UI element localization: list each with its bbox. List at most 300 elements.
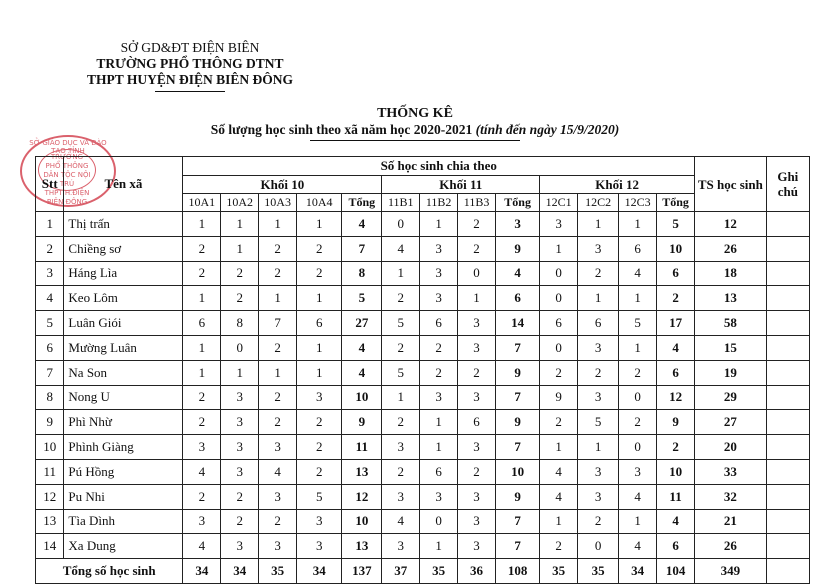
cell: Tìa Dình xyxy=(64,509,183,534)
cell: 2 xyxy=(183,261,221,286)
table-row xyxy=(36,509,810,534)
school-name-district: THPT HUYỆN ĐIỆN BIÊN ĐÔNG xyxy=(86,72,294,87)
col-ghichu-header: Ghi chú xyxy=(766,157,809,212)
cell: 8 xyxy=(36,385,64,410)
cell: 3 xyxy=(221,385,259,410)
cell: 26 xyxy=(695,534,767,559)
cell: 2 xyxy=(221,261,259,286)
cell: 3 xyxy=(259,534,297,559)
cell: Thị trấn xyxy=(64,212,183,237)
cell: 0 xyxy=(578,534,619,559)
cell: 1 xyxy=(619,335,657,360)
cell: 3 xyxy=(259,484,297,509)
cell: 0 xyxy=(619,435,657,460)
cell: Pu Nhi xyxy=(64,484,183,509)
cell: 2 xyxy=(297,435,342,460)
cell: 1 xyxy=(578,435,619,460)
cell: 2 xyxy=(420,360,458,385)
cell: 3 xyxy=(578,385,619,410)
cell: 21 xyxy=(695,509,767,534)
school-header xyxy=(60,40,320,92)
class-total-header: Tổng xyxy=(657,194,695,212)
cell: 13 xyxy=(342,459,382,484)
cell: 1 xyxy=(540,236,578,261)
cell: 27 xyxy=(695,410,767,435)
table-row xyxy=(36,212,810,237)
cell: 3 xyxy=(420,385,458,410)
cell: 19 xyxy=(695,360,767,385)
cell: 29 xyxy=(695,385,767,410)
cell: 0 xyxy=(221,335,259,360)
cell: 8 xyxy=(342,261,382,286)
cell: 6 xyxy=(36,335,64,360)
cell: 4 xyxy=(183,534,221,559)
cell: 2 xyxy=(221,509,259,534)
cell: 3 xyxy=(420,484,458,509)
cell: 2 xyxy=(458,236,496,261)
cell: 2 xyxy=(540,410,578,435)
cell: 3 xyxy=(578,236,619,261)
cell: 2 xyxy=(382,335,420,360)
subtitle-date: (tính đến ngày 15/9/2020) xyxy=(475,122,620,137)
cell: 0 xyxy=(619,385,657,410)
cell xyxy=(766,484,809,509)
cell: Keo Lôm xyxy=(64,286,183,311)
cell: 7 xyxy=(36,360,64,385)
cell: 3 xyxy=(458,385,496,410)
cell: Nong U xyxy=(64,385,183,410)
cell: 13 xyxy=(342,534,382,559)
cell: 0 xyxy=(540,286,578,311)
cell: 3 xyxy=(540,212,578,237)
cell: 1 xyxy=(259,212,297,237)
student-statistics-table xyxy=(35,156,810,584)
table-row xyxy=(36,459,810,484)
cell: 20 xyxy=(695,435,767,460)
cell: 2 xyxy=(36,236,64,261)
cell: 1 xyxy=(183,286,221,311)
cell: 6 xyxy=(420,311,458,336)
cell: 1 xyxy=(420,212,458,237)
cell: 1 xyxy=(297,360,342,385)
cell: 3 xyxy=(496,212,540,237)
cell: 9 xyxy=(342,410,382,435)
cell: 6 xyxy=(183,311,221,336)
cell: 10 xyxy=(342,509,382,534)
cell: 2 xyxy=(183,385,221,410)
cell: 12 xyxy=(342,484,382,509)
cell: 1 xyxy=(297,286,342,311)
school-name: TRƯỜNG PHỔ THÔNG DTNT xyxy=(96,56,284,71)
seal-ring-text: SỞ GIÁO DỤC VÀ ĐÀO TẠO TỈNH xyxy=(29,139,107,155)
cell: Pú Hồng xyxy=(64,459,183,484)
cell: 2 xyxy=(619,410,657,435)
cell: 108 xyxy=(496,559,540,584)
cell: 3 xyxy=(36,261,64,286)
cell: 15 xyxy=(695,335,767,360)
cell: 14 xyxy=(36,534,64,559)
cell: Chiềng sơ xyxy=(64,236,183,261)
cell: 7 xyxy=(342,236,382,261)
cell: 9 xyxy=(496,484,540,509)
cell: 2 xyxy=(259,385,297,410)
cell: 4 xyxy=(259,459,297,484)
cell: 2 xyxy=(382,410,420,435)
table-row xyxy=(36,360,810,385)
cell: 2 xyxy=(183,410,221,435)
cell: 3 xyxy=(221,459,259,484)
col-stt-header: Stt xyxy=(36,157,64,212)
cell: 4 xyxy=(619,484,657,509)
cell: 34 xyxy=(619,559,657,584)
cell: 0 xyxy=(540,261,578,286)
cell: 3 xyxy=(297,385,342,410)
table-body xyxy=(36,212,810,559)
cell: 3 xyxy=(458,311,496,336)
cell: 3 xyxy=(221,534,259,559)
cell: 3 xyxy=(382,484,420,509)
table-row xyxy=(36,261,810,286)
cell: 104 xyxy=(657,559,695,584)
cell: 2 xyxy=(297,410,342,435)
cell: 1 xyxy=(297,212,342,237)
cell: 4 xyxy=(657,335,695,360)
cell xyxy=(766,459,809,484)
cell: 11 xyxy=(36,459,64,484)
cell: 1 xyxy=(578,286,619,311)
cell: 3 xyxy=(382,534,420,559)
cell: 3 xyxy=(420,261,458,286)
seal-line: DÂN TỘC NỘI TRÚ xyxy=(43,171,91,188)
cell: 7 xyxy=(496,335,540,360)
cell: 4 xyxy=(540,484,578,509)
header-underline xyxy=(155,91,225,92)
cell: Luân Giói xyxy=(64,311,183,336)
cell: 9 xyxy=(496,360,540,385)
cell: 1 xyxy=(420,534,458,559)
cell: 3 xyxy=(420,286,458,311)
cell: 1 xyxy=(221,236,259,261)
cell: 1 xyxy=(259,360,297,385)
cell: 3 xyxy=(458,335,496,360)
cell: 18 xyxy=(695,261,767,286)
cell: 6 xyxy=(657,360,695,385)
cell: 4 xyxy=(342,360,382,385)
cell xyxy=(766,534,809,559)
cell xyxy=(766,212,809,237)
document-title xyxy=(180,106,650,141)
cell: 4 xyxy=(342,335,382,360)
cell: 2 xyxy=(578,509,619,534)
col-ts-header: TS học sinh xyxy=(695,157,767,212)
class-header: 10A4 xyxy=(297,194,342,212)
department-name: SỞ GD&ĐT ĐIỆN BIÊN xyxy=(120,40,260,55)
cell: 4 xyxy=(619,261,657,286)
cell: 1 xyxy=(619,212,657,237)
cell: 0 xyxy=(382,212,420,237)
cell: 17 xyxy=(657,311,695,336)
cell: 6 xyxy=(657,261,695,286)
cell: 1 xyxy=(458,286,496,311)
cell: 1 xyxy=(183,360,221,385)
cell: 0 xyxy=(458,261,496,286)
cell: 3 xyxy=(420,236,458,261)
cell: 2 xyxy=(259,335,297,360)
cell: 36 xyxy=(458,559,496,584)
cell: 6 xyxy=(420,459,458,484)
table-row xyxy=(36,311,810,336)
cell: 2 xyxy=(183,236,221,261)
cell: 3 xyxy=(578,484,619,509)
block-header: Khối 11 xyxy=(382,176,540,194)
cell xyxy=(766,236,809,261)
cell: 2 xyxy=(297,261,342,286)
cell: 10 xyxy=(342,385,382,410)
cell: 2 xyxy=(420,335,458,360)
cell: 5 xyxy=(382,311,420,336)
cell: 7 xyxy=(496,435,540,460)
cell: 4 xyxy=(657,509,695,534)
cell: 35 xyxy=(259,559,297,584)
cell: 5 xyxy=(657,212,695,237)
cell: 2 xyxy=(259,410,297,435)
table-row xyxy=(36,385,810,410)
cell: 4 xyxy=(496,261,540,286)
cell: 3 xyxy=(458,435,496,460)
cell: 2 xyxy=(540,534,578,559)
cell: 1 xyxy=(382,385,420,410)
cell xyxy=(766,286,809,311)
col-ten-xa-header: Tên xã xyxy=(64,157,183,212)
class-header: 12C3 xyxy=(619,194,657,212)
cell: 1 xyxy=(221,212,259,237)
cell: 6 xyxy=(578,311,619,336)
cell xyxy=(766,311,809,336)
cell: 5 xyxy=(619,311,657,336)
cell: 6 xyxy=(458,410,496,435)
cell: 1 xyxy=(540,509,578,534)
class-header: 10A3 xyxy=(259,194,297,212)
title-subtitle xyxy=(180,122,650,138)
cell: 11 xyxy=(657,484,695,509)
cell: 6 xyxy=(657,534,695,559)
block-header: Khối 10 xyxy=(183,176,382,194)
cell: 9 xyxy=(540,385,578,410)
cell: 11 xyxy=(342,435,382,460)
cell: 1 xyxy=(36,212,64,237)
class-header: 11B1 xyxy=(382,194,420,212)
cell: 1 xyxy=(183,335,221,360)
cell: 6 xyxy=(496,286,540,311)
cell: 2 xyxy=(221,286,259,311)
cell: 34 xyxy=(183,559,221,584)
cell: 2 xyxy=(619,360,657,385)
cell: 1 xyxy=(183,212,221,237)
block-header: Khối 12 xyxy=(540,176,695,194)
cell: 12 xyxy=(36,484,64,509)
class-header: 12C1 xyxy=(540,194,578,212)
cell: 35 xyxy=(540,559,578,584)
cell: 2 xyxy=(578,261,619,286)
cell: 4 xyxy=(36,286,64,311)
cell: 4 xyxy=(183,459,221,484)
cell: 6 xyxy=(619,236,657,261)
cell: 34 xyxy=(297,559,342,584)
cell: 1 xyxy=(578,212,619,237)
cell: 1 xyxy=(420,410,458,435)
cell: 2 xyxy=(183,484,221,509)
cell: 5 xyxy=(36,311,64,336)
cell: 2 xyxy=(259,261,297,286)
cell: 7 xyxy=(496,534,540,559)
cell: 1 xyxy=(221,360,259,385)
cell: 10 xyxy=(496,459,540,484)
cell: 3 xyxy=(259,435,297,460)
cell: 137 xyxy=(342,559,382,584)
cell: Phình Giàng xyxy=(64,435,183,460)
cell: 4 xyxy=(619,534,657,559)
cell: 3 xyxy=(297,534,342,559)
cell: 10 xyxy=(36,435,64,460)
cell: 14 xyxy=(496,311,540,336)
seal-line: THPT H.ĐIỆN BIÊN ĐÔNG xyxy=(44,189,90,206)
class-total-header: Tổng xyxy=(496,194,540,212)
cell: 33 xyxy=(695,459,767,484)
cell: 9 xyxy=(657,410,695,435)
cell: 2 xyxy=(297,236,342,261)
cell: 2 xyxy=(297,459,342,484)
table-row xyxy=(36,484,810,509)
class-total-header: Tổng xyxy=(342,194,382,212)
cell: Xa Dung xyxy=(64,534,183,559)
cell: 349 xyxy=(695,559,767,584)
table-row xyxy=(36,534,810,559)
cell: 5 xyxy=(578,410,619,435)
cell: 0 xyxy=(420,509,458,534)
cell: 2 xyxy=(221,484,259,509)
cell: 0 xyxy=(540,335,578,360)
cell: 2 xyxy=(382,459,420,484)
cell: 13 xyxy=(695,286,767,311)
cell: 1 xyxy=(619,509,657,534)
cell: 3 xyxy=(221,410,259,435)
cell xyxy=(766,509,809,534)
col-group-header: Số học sinh chia theo xyxy=(183,157,695,176)
cell: 27 xyxy=(342,311,382,336)
cell: 34 xyxy=(221,559,259,584)
cell: 37 xyxy=(382,559,420,584)
class-header: 10A2 xyxy=(221,194,259,212)
cell: 32 xyxy=(695,484,767,509)
cell: 5 xyxy=(297,484,342,509)
cell: 1 xyxy=(540,435,578,460)
title-underline xyxy=(310,140,520,141)
cell: 35 xyxy=(420,559,458,584)
cell: 5 xyxy=(342,286,382,311)
cell: Phì Nhừ xyxy=(64,410,183,435)
cell: 4 xyxy=(382,509,420,534)
cell: 2 xyxy=(382,286,420,311)
class-header: 11B2 xyxy=(420,194,458,212)
table-row xyxy=(36,286,810,311)
cell: 3 xyxy=(458,509,496,534)
cell: 6 xyxy=(540,311,578,336)
cell: 2 xyxy=(458,212,496,237)
cell: 2 xyxy=(259,509,297,534)
cell: 2 xyxy=(657,435,695,460)
cell: 3 xyxy=(183,435,221,460)
seal-line: PHỔ THÔNG xyxy=(45,162,89,170)
cell xyxy=(766,385,809,410)
cell: 1 xyxy=(382,261,420,286)
cell: Mường Luân xyxy=(64,335,183,360)
cell: 2 xyxy=(259,236,297,261)
table-row xyxy=(36,435,810,460)
cell: 1 xyxy=(259,286,297,311)
class-header: 12C2 xyxy=(578,194,619,212)
cell: 4 xyxy=(342,212,382,237)
cell: 12 xyxy=(657,385,695,410)
cell: 3 xyxy=(578,459,619,484)
cell: 2 xyxy=(458,360,496,385)
table-footer xyxy=(36,559,810,584)
cell: 12 xyxy=(695,212,767,237)
subtitle-text: Số lượng học sinh theo xã năm học 2020-2021 xyxy=(210,122,473,137)
cell: 1 xyxy=(420,435,458,460)
cell: 3 xyxy=(297,509,342,534)
cell: Háng Lìa xyxy=(64,261,183,286)
cell: 4 xyxy=(540,459,578,484)
cell: 9 xyxy=(496,236,540,261)
cell: 3 xyxy=(458,484,496,509)
cell: 2 xyxy=(458,459,496,484)
cell: 10 xyxy=(657,459,695,484)
cell: 7 xyxy=(496,385,540,410)
cell: Na Son xyxy=(64,360,183,385)
cell xyxy=(766,410,809,435)
cell: 7 xyxy=(259,311,297,336)
class-header: 10A1 xyxy=(183,194,221,212)
cell xyxy=(766,261,809,286)
cell: 2 xyxy=(540,360,578,385)
cell xyxy=(766,335,809,360)
seal-line: TRƯỜNG xyxy=(50,153,84,161)
table-row xyxy=(36,236,810,261)
cell: 3 xyxy=(183,509,221,534)
cell: 9 xyxy=(496,410,540,435)
cell: 6 xyxy=(297,311,342,336)
cell: 2 xyxy=(578,360,619,385)
cell: 10 xyxy=(657,236,695,261)
cell: 3 xyxy=(221,435,259,460)
cell: 4 xyxy=(382,236,420,261)
table-row xyxy=(36,335,810,360)
cell: 58 xyxy=(695,311,767,336)
cell: 9 xyxy=(36,410,64,435)
cell: 1 xyxy=(619,286,657,311)
cell: 1 xyxy=(297,335,342,360)
cell: 35 xyxy=(578,559,619,584)
table-row xyxy=(36,410,810,435)
cell: 7 xyxy=(496,509,540,534)
cell xyxy=(766,559,809,584)
cell xyxy=(766,360,809,385)
class-header: 11B3 xyxy=(458,194,496,212)
title-main: THỐNG KÊ xyxy=(377,106,453,121)
cell: 5 xyxy=(382,360,420,385)
cell: 3 xyxy=(458,534,496,559)
cell: 8 xyxy=(221,311,259,336)
